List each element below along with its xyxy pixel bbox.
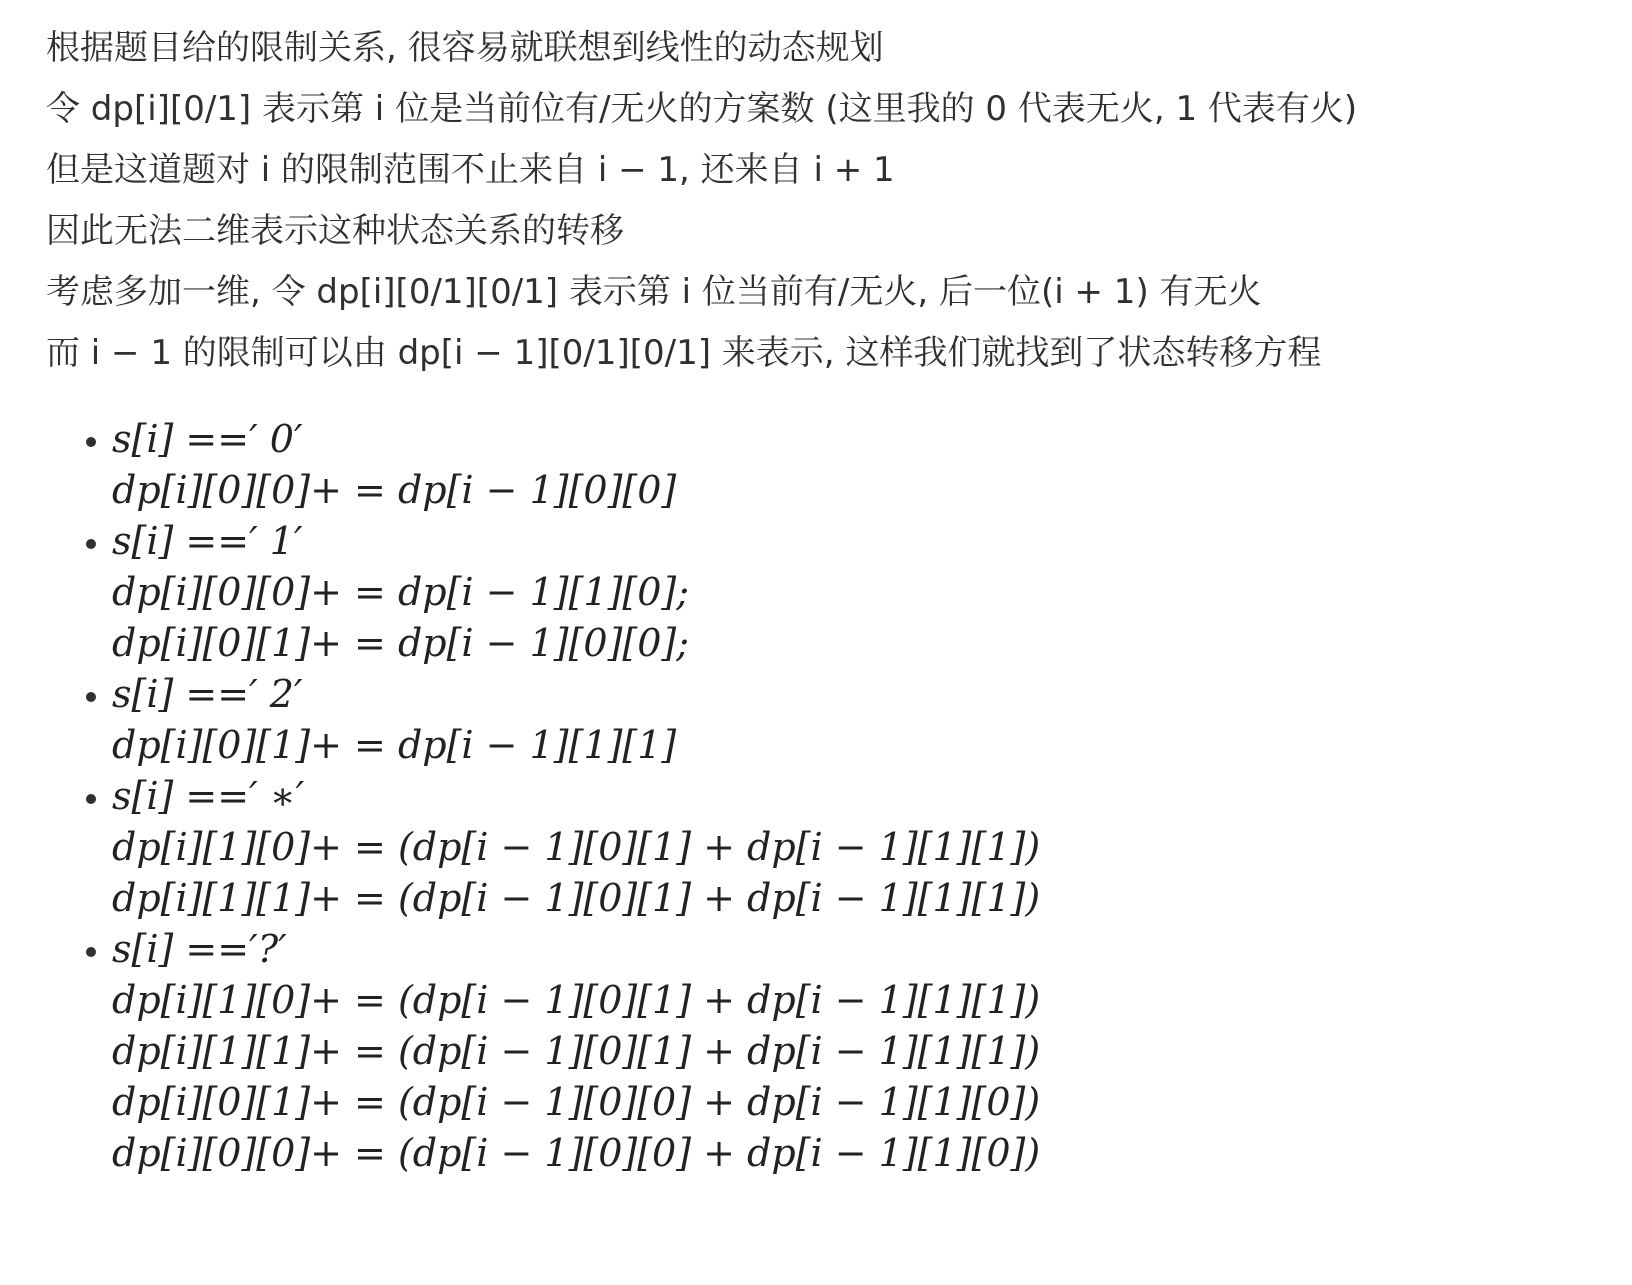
case-item-0: [86, 414, 1632, 516]
case-equation: dp[i][0][1]+ = dp[i − 1][1][1]: [112, 723, 677, 767]
case-equation: dp[i][0][0]+ = dp[i − 1][1][0];: [112, 570, 690, 614]
case-equation: dp[i][1][0]+ = (dp[i − 1][0][1] + dp[i − 1][1][1]): [112, 825, 1041, 869]
case-condition: s[i] ==′ 0′: [112, 417, 303, 461]
case-condition: s[i] ==′ 2′: [112, 672, 303, 716]
transition-case-list: [46, 414, 1632, 1179]
case-condition: s[i] ==′ ∗′: [112, 774, 305, 818]
case-condition: s[i] ==′ 1′: [112, 519, 303, 563]
bullet-icon: [86, 692, 96, 702]
bullet-icon: [86, 947, 96, 957]
case-item-2: [86, 669, 1632, 771]
case-equation: dp[i][0][1]+ = dp[i − 1][0][0];: [112, 621, 690, 665]
case-item-1: [86, 516, 1632, 669]
bullet-icon: [86, 539, 96, 549]
bullet-icon: [86, 437, 96, 447]
bullet-icon: [86, 794, 96, 804]
case-equation: dp[i][1][1]+ = (dp[i − 1][0][1] + dp[i − 1][1][1]): [112, 1029, 1041, 1073]
intro-paragraphs: [46, 18, 1632, 384]
intro-line-5: 考虑多加一维, 令 dp[i][0/1][0/1] 表示第 i 位当前有/无火, 后一位(i + 1) 有无火: [46, 272, 1262, 312]
case-equation: dp[i][0][0]+ = (dp[i − 1][0][0] + dp[i − 1][1][0]): [112, 1131, 1041, 1175]
case-item-3: [86, 771, 1632, 924]
intro-line-4: 因此无法二维表示这种状态关系的转移: [46, 211, 624, 251]
case-equation: dp[i][0][1]+ = (dp[i − 1][0][0] + dp[i − 1][1][0]): [112, 1080, 1041, 1124]
case-equation: dp[i][1][1]+ = (dp[i − 1][0][1] + dp[i − 1][1][1]): [112, 876, 1041, 920]
case-condition: s[i] ==′?′: [112, 927, 287, 971]
case-equation: dp[i][1][0]+ = (dp[i − 1][0][1] + dp[i − 1][1][1]): [112, 978, 1041, 1022]
intro-line-1: 根据题目给的限制关系, 很容易就联想到线性的动态规划: [46, 28, 884, 68]
intro-line-3: 但是这道题对 i 的限制范围不止来自 i − 1, 还来自 i + 1: [46, 150, 895, 190]
intro-line-2: 令 dp[i][0/1] 表示第 i 位是当前位有/无火的方案数 (这里我的 0 代表无火, 1 代表有火): [46, 89, 1358, 129]
case-item-4: [86, 924, 1632, 1179]
case-equation: dp[i][0][0]+ = dp[i − 1][0][0]: [112, 468, 677, 512]
intro-line-6: 而 i − 1 的限制可以由 dp[i − 1][0/1][0/1] 来表示, 这样我们就找到了状态转移方程: [46, 333, 1322, 373]
